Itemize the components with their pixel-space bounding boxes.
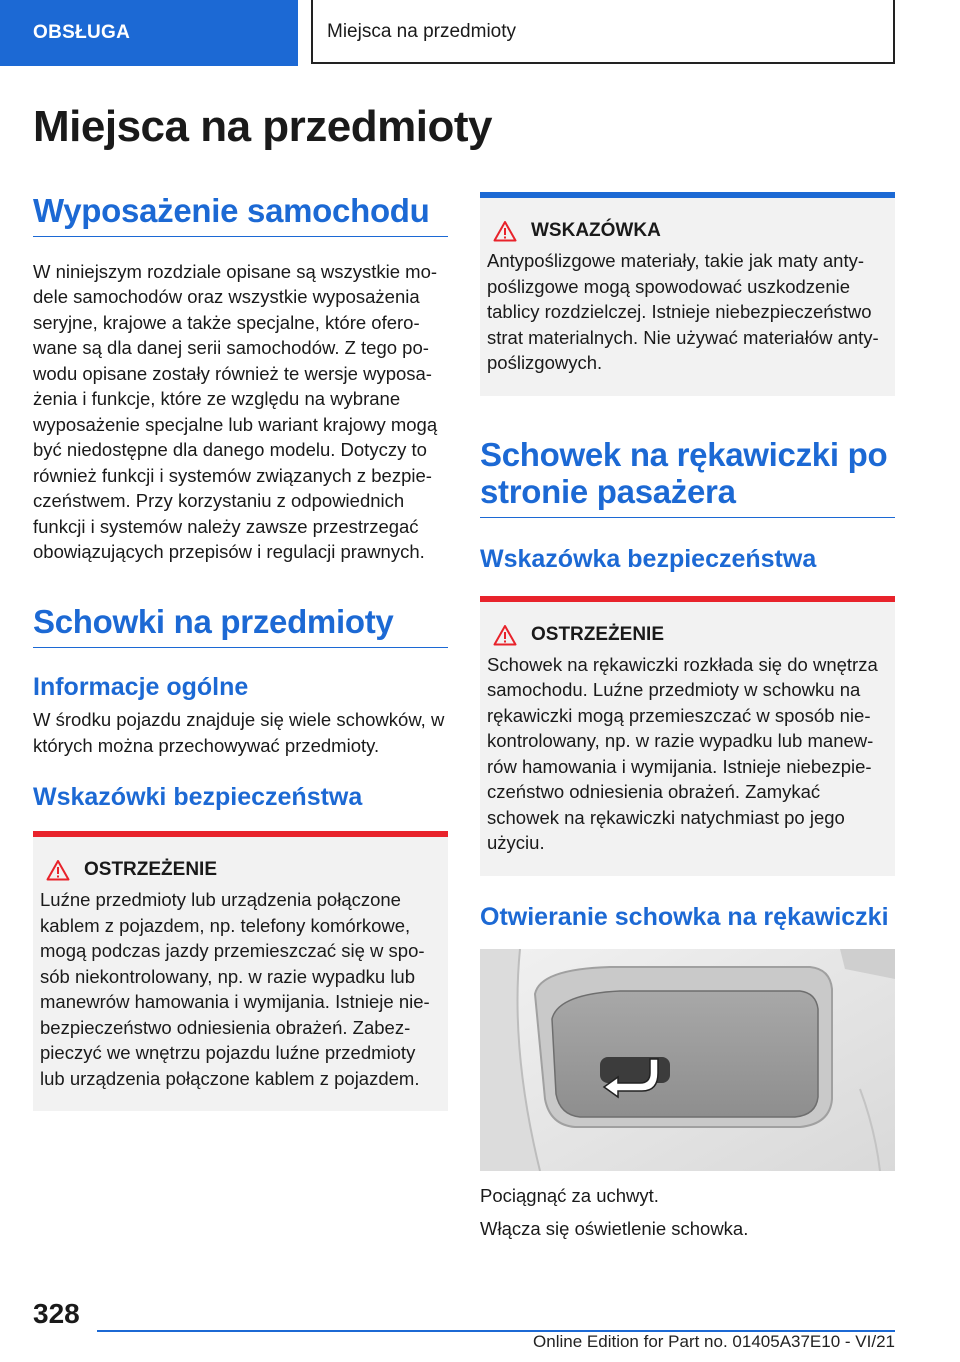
glovebox-illustration	[480, 949, 895, 1171]
heading-glovebox-safety: Wskazówka bezpieczeństwa	[480, 545, 817, 574]
hint-text: Antypoślizgowe materiały, takie jak maty anty-poślizgowe mogą spowodować uszkodzenie tablicy rozdzielczej. Istnieje niebezpieczeństwo strat materialnych. Nie używać materiałów anty-poślizgowych.	[487, 250, 879, 373]
glovebox-handle-image	[480, 949, 895, 1171]
warning-notice	[33, 831, 448, 1111]
hint-notice	[480, 192, 895, 396]
page-title: Miejsca na przedmioty	[33, 102, 492, 151]
heading-safety-notes: Wskazówki bezpieczeństwa	[33, 783, 363, 812]
glovebox-warning-text: Schowek na rękawiczki rozkłada się do wnętrza samochodu. Luźne przedmioty w schowku na rękawiczki mogą przemieszczać w sposób nie-kontrolowany, np. w razie wypadku lub manew-rów hamowania i wymijania. Istnieje niebezpie-czeństwo odniesienia obrażeń. Zamykać schowek na rękawiczki natychmiast po jego użyciu.	[487, 653, 878, 854]
left-column	[33, 192, 448, 1111]
step-pull-handle: Pociągnąć za uchwyt.	[480, 1184, 659, 1206]
heading-storage: Schowki na przedmioty	[33, 603, 448, 648]
warning-header	[40, 859, 441, 881]
glovebox-warning-title: OSTRZEŻENIE	[531, 623, 665, 645]
paragraph-general-info: W środku pojazdu znajduje się wiele schowków, w których można przechowywać przedmioty.	[33, 709, 445, 756]
edition-note: Online Edition for Part no. 01405A37E10 - VI/21	[533, 1332, 895, 1351]
right-column	[480, 192, 895, 1242]
hint-header	[487, 220, 888, 242]
warning-triangle-icon	[493, 220, 517, 242]
step-light-on: Włącza się oświetlenie schowka.	[480, 1218, 749, 1240]
heading-equipment: Wyposażenie samochodu	[33, 192, 448, 237]
glovebox-warning-header	[487, 624, 888, 646]
chapter-title: Miejsca na przedmioty	[311, 0, 895, 64]
warning-triangle-icon	[493, 624, 517, 646]
page-header	[0, 0, 960, 66]
heading-general-info: Informacje ogólne	[33, 672, 249, 701]
heading-opening-glovebox: Otwieranie schowka na rękawiczki	[480, 902, 889, 931]
warning-title: OSTRZEŻENIE	[84, 859, 218, 881]
page-number: 328	[33, 1298, 80, 1329]
paragraph-equipment: W niniejszym rozdziale opisane są wszystkie mo-dele samochodów oraz wszystkie wyposażenia seryjne, krajowe a także specjalne, które ofero-wane są dla danej serii samochodów. Z tego po-wodu opisane zostały również te wersje wyposa-żenia i funkcje, które ze względu na wybrane wyposażenie specjalne lub wariant krajowy mogą być niedostępne dla danego modelu. Dotyczy to również funkcji i systemów związanych z bezpie-czeństwem. Przy korzystaniu z odpowiednich funkcji i systemów należy zawsze przestrzegać obowiązujących przepisów i regulacji prawnych.	[33, 260, 438, 563]
heading-glovebox: Schowek na rękawiczki po stronie pasażera	[480, 436, 895, 519]
hint-title: WSKAZÓWKA	[531, 220, 661, 241]
warning-triangle-icon	[46, 859, 70, 881]
warning-text: Luźne przedmioty lub urządzenia połączone kablem z pojazdem, np. telefony komórkowe, mogą podczas jazdy przemieszczać się w spo-sób niekontrolowany, np. w razie wypadku lub manewrów hamowania i wymijania. Istnieje nie-bezpieczeństwo odniesienia obrażeń. Zabez-pieczyć we wnętrzu pojazdu luźne przedmioty lub urządzenia połączone kablem z pojazdem.	[40, 889, 430, 1089]
glovebox-warning-notice	[480, 596, 895, 876]
section-tab: OBSŁUGA	[0, 0, 298, 66]
